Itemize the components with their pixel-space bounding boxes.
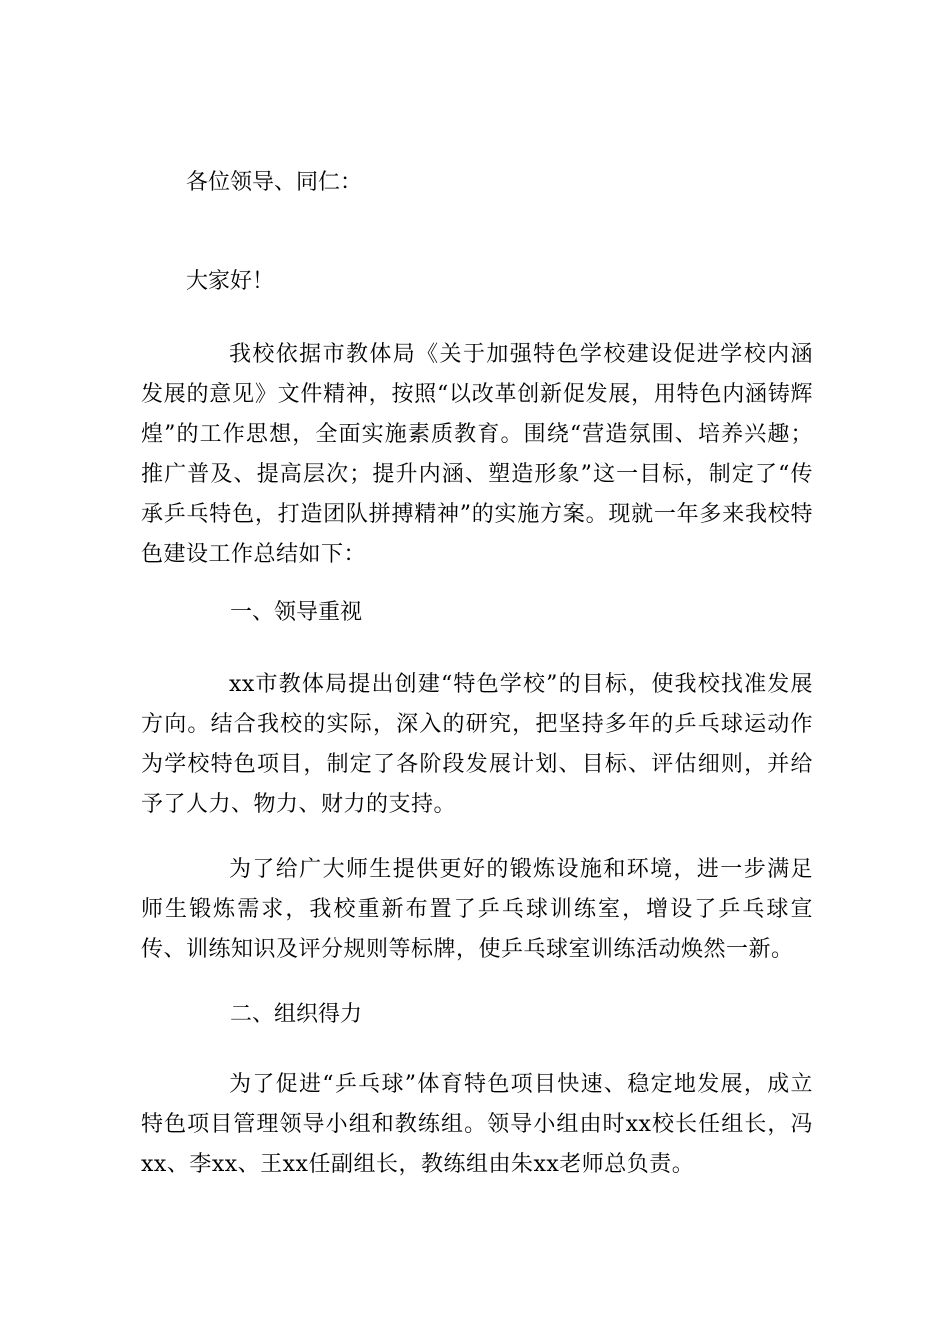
section-heading-organization: 二、组织得力 [230,1002,363,1027]
section1-paragraph-1: xx市教体局提出创建“特色学校”的目标，使我校找准发展方向。结合我校的实际，深入的研究，把坚持多年的乒乓球运动作为学校特色项目，制定了各阶段发展计划、目标、评估细则，并给予了人力、物力、财力的支持。 [141,672,813,817]
intro-paragraph: 我校依据市教体局《关于加强特色学校建设促进学校内涵发展的意见》文件精神，按照“以改革创新促发展，用特色内涵铸辉煌”的工作思想，全面实施素质教育。围绕“营造氛围、培养兴趣；推广普及、提高层次；提升内涵、塑造形象”这一目标，制定了“传承乒乓特色，打造团队拼搏精神”的实施方案。现就一年多来我校特色建设工作总结如下： [141,342,813,567]
section1-paragraph-2: 为了给广大师生提供更好的锻炼设施和环境，进一步满足师生锻炼需求，我校重新布置了乒乓球训练室，增设了乒乓球宣传、训练知识及评分规则等标牌，使乒乓球室训练活动焕然一新。 [141,857,813,962]
section2-paragraph-1: 为了促进“乒乓球”体育特色项目快速、稳定地发展，成立特色项目管理领导小组和教练组。领导小组由时xx校长任组长，冯xx、李xx、王xx任副组长，教练组由朱xx老师总负责。 [141,1072,813,1177]
greeting: 大家好！ [186,269,275,294]
section-heading-leadership: 一、领导重视 [230,600,363,625]
salutation: 各位领导、同仁： [186,170,363,195]
